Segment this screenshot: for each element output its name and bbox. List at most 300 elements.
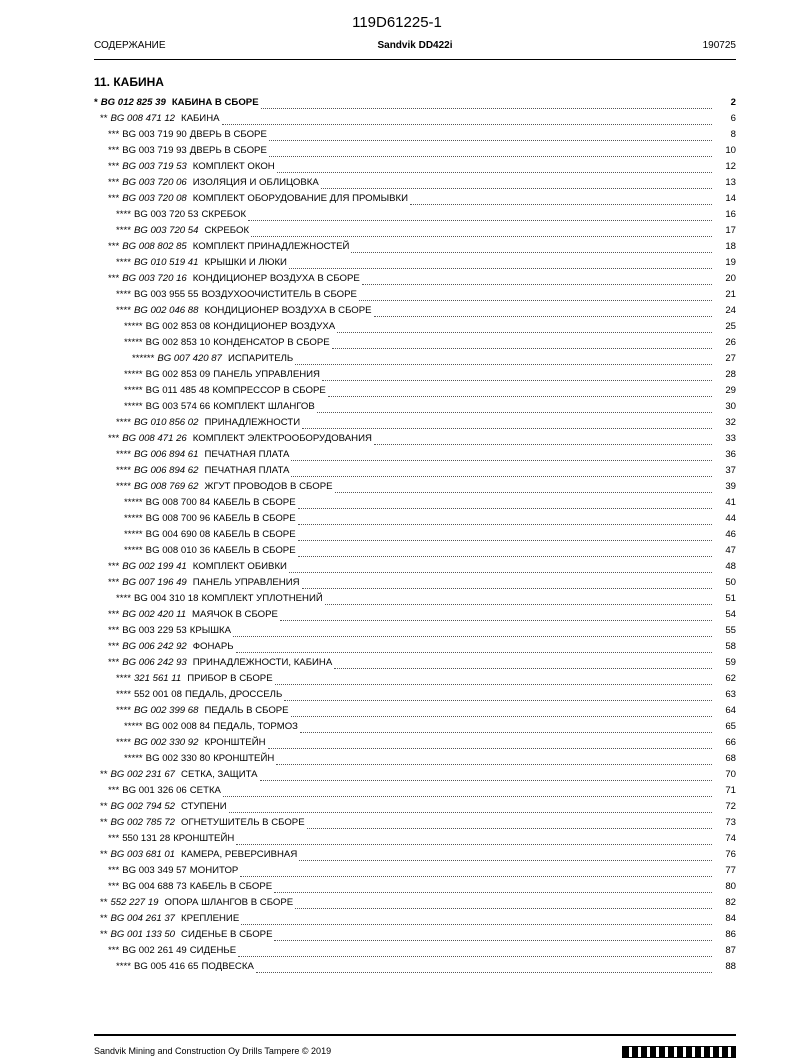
toc-level-marker: ***: [108, 273, 120, 284]
toc-level-marker: *****: [124, 753, 143, 764]
sandvik-logo-icon: [622, 1046, 736, 1058]
toc-dot-leader: [277, 172, 712, 173]
toc-level-marker: *****: [124, 529, 143, 540]
toc-level-marker: **: [100, 913, 108, 924]
toc-page-number: 13: [725, 177, 736, 188]
toc-part-number: BG 003 720 53: [133, 209, 199, 220]
toc-part-number: BG 007 196 49: [122, 577, 187, 588]
toc-level-marker: ****: [116, 705, 131, 716]
toc-level-marker: **: [100, 929, 108, 940]
toc-dot-leader: [236, 652, 712, 653]
toc-entry[interactable]: [94, 497, 736, 513]
toc-dot-leader: [241, 924, 712, 925]
toc-part-number: 550 131 28: [122, 833, 171, 844]
toc-dot-leader: [274, 940, 712, 941]
toc-entry[interactable]: [94, 145, 736, 161]
toc-dot-leader: [295, 364, 712, 365]
toc-title: ПРИНАДЛЕЖНОСТИ, КАБИНА: [192, 657, 333, 668]
toc-page-number: 55: [725, 625, 736, 636]
toc-dot-leader: [275, 684, 712, 685]
toc-title: КАБИНА В СБОРЕ: [171, 97, 259, 108]
toc-level-marker: ***: [108, 641, 120, 652]
toc-title: КРОНШТЕЙН: [204, 737, 266, 748]
toc-dot-leader: [229, 812, 712, 813]
toc-page-number: 46: [725, 529, 736, 540]
toc-part-number: BG 004 690 08: [145, 529, 211, 540]
toc-title: КАБИНА: [181, 113, 220, 124]
toc-level-marker: *****: [124, 721, 143, 732]
toc-entry[interactable]: [94, 257, 736, 273]
toc-entry[interactable]: [94, 449, 736, 465]
toc-dot-leader: [328, 396, 712, 397]
toc-level-marker: **: [100, 769, 108, 780]
toc-entry[interactable]: [94, 625, 736, 641]
toc-entry[interactable]: [94, 417, 736, 433]
toc-part-number: BG 002 420 11: [122, 609, 187, 620]
toc-dot-leader: [374, 316, 712, 317]
toc-part-number: BG 003 955 55: [133, 289, 199, 300]
toc-part-number: BG 004 310 18: [133, 593, 199, 604]
toc-entry[interactable]: [94, 881, 736, 897]
toc-page-number: 8: [730, 129, 736, 140]
toc-part-number: BG 003 719 93: [122, 145, 187, 156]
toc-page-number: 2: [730, 97, 736, 108]
toc-title: КРОНШТЕЙН: [173, 833, 235, 844]
toc-level-marker: ******: [132, 353, 155, 364]
toc-level-marker: ***: [108, 785, 120, 796]
toc-entry[interactable]: [94, 593, 736, 609]
toc-part-number: BG 002 853 08: [145, 321, 211, 332]
toc-entry[interactable]: [94, 609, 736, 625]
toc-entry[interactable]: [94, 673, 736, 689]
toc-dot-leader: [284, 700, 712, 701]
toc-level-marker: *****: [124, 497, 143, 508]
toc-page-number: 66: [725, 737, 736, 748]
toc-title: ЖГУТ ПРОВОДОВ В СБОРЕ: [204, 481, 333, 492]
toc-level-marker: ****: [116, 961, 131, 972]
toc-entry[interactable]: [94, 225, 736, 241]
toc-level-marker: **: [100, 849, 108, 860]
toc-dot-leader: [332, 348, 712, 349]
toc-dot-leader: [280, 620, 712, 621]
toc-page-number: 33: [725, 433, 736, 444]
toc-level-marker: ****: [116, 257, 131, 268]
toc-title: СИДЕНЬЕ В СБОРЕ: [181, 929, 273, 940]
toc-level-marker: ***: [108, 145, 120, 156]
toc-dot-leader: [298, 540, 712, 541]
toc-entry[interactable]: [94, 705, 736, 721]
toc-page-number: 47: [725, 545, 736, 556]
toc-entry[interactable]: [94, 353, 736, 369]
toc-part-number: BG 002 785 72: [110, 817, 176, 828]
toc-entry[interactable]: [94, 129, 736, 145]
toc-title: СЕТКА: [189, 785, 221, 796]
toc-title: ПРИНАДЛЕЖНОСТИ: [204, 417, 301, 428]
toc-page-number: 72: [725, 801, 736, 812]
toc-part-number: BG 008 700 96: [145, 513, 211, 524]
toc-dot-leader: [222, 124, 712, 125]
toc-level-marker: ****: [116, 289, 131, 300]
toc-dot-leader: [325, 604, 712, 605]
toc-entry[interactable]: [94, 945, 736, 961]
toc-part-number: BG 006 242 92: [122, 641, 187, 652]
toc-level-marker: ****: [116, 481, 131, 492]
toc-page-number: 48: [725, 561, 736, 572]
toc-entry[interactable]: [94, 753, 736, 769]
toc-title: КОМПЛЕКТ ШЛАНГОВ: [213, 401, 315, 412]
toc-dot-leader: [291, 716, 712, 717]
toc-level-marker: ***: [108, 609, 120, 620]
toc-dot-leader: [337, 332, 712, 333]
toc-level-marker: *****: [124, 321, 143, 332]
toc-dot-leader: [410, 204, 712, 205]
toc-dot-leader: [289, 572, 712, 573]
toc-page-number: 51: [725, 593, 736, 604]
toc-entry[interactable]: [94, 465, 736, 481]
toc-page-number: 16: [725, 209, 736, 220]
toc-page-number: 37: [725, 465, 736, 476]
toc-title: КОНДИЦИОНЕР ВОЗДУХА В СБОРЕ: [192, 273, 360, 284]
toc-entry[interactable]: [94, 721, 736, 737]
toc-page-number: 12: [725, 161, 736, 172]
toc-entry[interactable]: [94, 657, 736, 673]
toc-entry[interactable]: [94, 401, 736, 417]
toc-level-marker: ***: [108, 129, 120, 140]
toc-page-number: 32: [725, 417, 736, 428]
toc-dot-leader: [269, 156, 712, 157]
toc-dot-leader: [302, 588, 712, 589]
toc-dot-leader: [300, 732, 712, 733]
toc-part-number: BG 001 133 50: [110, 929, 176, 940]
header-left: СОДЕРЖАНИЕ: [94, 40, 166, 51]
toc-level-marker: ***: [108, 241, 120, 252]
toc-entry[interactable]: [94, 337, 736, 353]
toc-entry[interactable]: [94, 689, 736, 705]
toc-part-number: BG 012 825 39: [100, 97, 166, 108]
toc-part-number: BG 008 471 26: [122, 433, 187, 444]
toc-page-number: 29: [725, 385, 736, 396]
toc-dot-leader: [335, 492, 712, 493]
toc-part-number: 552 227 19: [110, 897, 159, 908]
toc-part-number: BG 004 261 37: [110, 913, 176, 924]
toc-dot-leader: [307, 828, 712, 829]
toc-page-number: 17: [725, 225, 736, 236]
toc-part-number: BG 002 330 92: [133, 737, 199, 748]
toc-entry[interactable]: [94, 545, 736, 561]
toc-level-marker: ***: [108, 657, 120, 668]
toc-dot-leader: [289, 268, 712, 269]
toc-entry[interactable]: [94, 481, 736, 497]
toc-entry[interactable]: [94, 273, 736, 289]
toc-level-marker: *****: [124, 369, 143, 380]
toc-part-number: BG 002 231 67: [110, 769, 176, 780]
toc-page-number: 14: [725, 193, 736, 204]
toc-title: КОМПЛЕКТ ОБИВКИ: [192, 561, 287, 572]
toc-dot-leader: [298, 556, 712, 557]
toc-page-number: 44: [725, 513, 736, 524]
toc-part-number: BG 008 700 84: [145, 497, 211, 508]
toc-dot-leader: [351, 252, 712, 253]
toc-dot-leader: [359, 300, 712, 301]
toc-level-marker: ***: [108, 161, 120, 172]
toc-dot-leader: [321, 188, 712, 189]
toc-entry[interactable]: [94, 193, 736, 209]
toc-page-number: 19: [725, 257, 736, 268]
toc-level-marker: ***: [108, 833, 120, 844]
toc-title: СТУПЕНИ: [181, 801, 227, 812]
toc-part-number: BG 002 046 88: [133, 305, 199, 316]
toc-title: СКРЕБОК: [204, 225, 250, 236]
toc-entry[interactable]: [94, 97, 736, 113]
toc-entry[interactable]: [94, 161, 736, 177]
toc-page-number: 25: [725, 321, 736, 332]
toc-title: ДВЕРЬ В СБОРЕ: [189, 145, 267, 156]
toc-part-number: BG 010 856 02: [133, 417, 199, 428]
toc-dot-leader: [256, 972, 712, 973]
toc-title: КОМПЛЕКТ ОКОН: [192, 161, 275, 172]
toc-part-number: BG 002 853 09: [145, 369, 211, 380]
toc-entry[interactable]: [94, 513, 736, 529]
toc-dot-leader: [298, 508, 712, 509]
toc-page-number: 54: [725, 609, 736, 620]
header-right: 190725: [702, 40, 736, 51]
toc-level-marker: **: [100, 801, 108, 812]
toc-part-number: BG 003 720 08: [122, 193, 187, 204]
toc-page-number: 6: [730, 113, 736, 124]
toc-title: ОПОРА ШЛАНГОВ В СБОРЕ: [164, 897, 294, 908]
toc-entry[interactable]: [94, 433, 736, 449]
toc-title: КАМЕРА, РЕВЕРСИВНАЯ: [181, 849, 298, 860]
toc-entry[interactable]: [94, 913, 736, 929]
toc-part-number: BG 003 681 01: [110, 849, 176, 860]
toc-entry[interactable]: [94, 929, 736, 945]
toc-part-number: BG 002 261 49: [122, 945, 187, 956]
toc-entry[interactable]: [94, 833, 736, 849]
toc-page-number: 82: [725, 897, 736, 908]
toc-dot-leader: [260, 780, 712, 781]
toc-entry[interactable]: [94, 801, 736, 817]
toc-dot-leader: [248, 220, 712, 221]
toc-dot-leader: [298, 524, 712, 525]
toc-title: ПАНЕЛЬ УПРАВЛЕНИЯ: [213, 369, 320, 380]
toc-part-number: BG 006 894 62: [133, 465, 199, 476]
section-title: 11. КАБИНА: [94, 75, 164, 89]
toc-page-number: 70: [725, 769, 736, 780]
toc-title: КОМПЛЕКТ УПЛОТНЕНИЙ: [201, 593, 323, 604]
toc-title: КАБЕЛЬ В СБОРЕ: [213, 513, 296, 524]
toc-part-number: BG 007 420 87: [157, 353, 222, 364]
toc-dot-leader: [276, 764, 712, 765]
toc-dot-leader: [251, 236, 712, 237]
toc-dot-leader: [374, 444, 712, 445]
toc-level-marker: ****: [116, 417, 131, 428]
toc-title: ВОЗДУХООЧИСТИТЕЛЬ В СБОРЕ: [201, 289, 357, 300]
toc-level-marker: ***: [108, 625, 120, 636]
toc-level-marker: **: [100, 897, 108, 908]
toc-title: ФОНАРЬ: [192, 641, 234, 652]
toc-level-marker: ***: [108, 865, 120, 876]
toc-page-number: 26: [725, 337, 736, 348]
toc-dot-leader: [362, 284, 712, 285]
toc-entry[interactable]: [94, 865, 736, 881]
toc-page-number: 63: [725, 689, 736, 700]
toc-dot-leader: [268, 748, 712, 749]
toc-entry[interactable]: [94, 385, 736, 401]
toc-entry[interactable]: [94, 769, 736, 785]
toc-level-marker: *****: [124, 545, 143, 556]
toc-part-number: BG 003 229 53: [122, 625, 187, 636]
toc-entry[interactable]: [94, 529, 736, 545]
toc-entry[interactable]: [94, 897, 736, 913]
toc-level-marker: *: [94, 97, 98, 108]
toc-page-number: 68: [725, 753, 736, 764]
toc-entry[interactable]: [94, 209, 736, 225]
toc-page-number: 18: [725, 241, 736, 252]
toc-title: КРОНШТЕЙН: [213, 753, 275, 764]
toc-title: КРЫШКА: [189, 625, 232, 636]
toc-page-number: 74: [725, 833, 736, 844]
toc-part-number: BG 008 471 12: [110, 113, 176, 124]
toc-level-marker: ***: [108, 881, 120, 892]
toc-level-marker: ***: [108, 561, 120, 572]
toc-dot-leader: [236, 844, 712, 845]
toc-page-number: 88: [725, 961, 736, 972]
toc-dot-leader: [269, 140, 712, 141]
toc-entry[interactable]: [94, 641, 736, 657]
toc-level-marker: **: [100, 817, 108, 828]
toc-part-number: BG 008 769 62: [133, 481, 199, 492]
toc-part-number: BG 002 399 68: [133, 705, 199, 716]
toc-level-marker: *****: [124, 401, 143, 412]
toc-level-marker: ***: [108, 193, 120, 204]
toc-page-number: 65: [725, 721, 736, 732]
toc-title: КАБЕЛЬ В СБОРЕ: [213, 529, 296, 540]
toc-dot-leader: [240, 876, 712, 877]
toc-level-marker: *****: [124, 337, 143, 348]
toc-title: СИДЕНЬЕ: [189, 945, 237, 956]
toc-level-marker: ****: [116, 465, 131, 476]
toc-title: ПОДВЕСКА: [201, 961, 254, 972]
toc-entry[interactable]: [94, 561, 736, 577]
toc-level-marker: ****: [116, 737, 131, 748]
toc-page-number: 58: [725, 641, 736, 652]
table-of-contents: [94, 97, 736, 977]
toc-level-marker: ***: [108, 945, 120, 956]
toc-title: ПЕЧАТНАЯ ПЛАТА: [204, 465, 290, 476]
toc-page-number: 64: [725, 705, 736, 716]
toc-dot-leader: [291, 460, 712, 461]
toc-part-number: BG 004 688 73: [122, 881, 187, 892]
toc-title: ПЕЧАТНАЯ ПЛАТА: [204, 449, 290, 460]
toc-part-number: BG 002 794 52: [110, 801, 176, 812]
toc-part-number: BG 002 853 10: [145, 337, 211, 348]
toc-entry[interactable]: [94, 577, 736, 593]
toc-title: КОМПЛЕКТ ОБОРУДОВАНИЕ ДЛЯ ПРОМЫВКИ: [192, 193, 408, 204]
page-header: [94, 40, 736, 56]
toc-level-marker: ****: [116, 305, 131, 316]
toc-entry[interactable]: [94, 241, 736, 257]
toc-entry[interactable]: [94, 849, 736, 865]
toc-title: КРЕПЛЕНИЕ: [181, 913, 240, 924]
toc-part-number: BG 011 485 48: [145, 385, 210, 396]
toc-dot-leader: [322, 380, 712, 381]
toc-part-number: BG 008 010 36: [145, 545, 211, 556]
toc-title: СЕТКА, ЗАЩИТА: [181, 769, 258, 780]
toc-part-number: BG 002 008 84: [145, 721, 211, 732]
toc-dot-leader: [223, 796, 712, 797]
toc-entry[interactable]: [94, 289, 736, 305]
toc-part-number: BG 006 242 93: [122, 657, 187, 668]
toc-dot-leader: [238, 956, 712, 957]
toc-title: МОНИТОР: [189, 865, 239, 876]
toc-title: КОМПЛЕКТ ПРИНАДЛЕЖНОСТЕЙ: [192, 241, 350, 252]
toc-page-number: 24: [725, 305, 736, 316]
toc-part-number: BG 003 719 53: [122, 161, 187, 172]
toc-part-number: BG 003 349 57: [122, 865, 187, 876]
document-number: 119D61225-1: [352, 14, 442, 31]
toc-dot-leader: [334, 668, 712, 669]
toc-page-number: 21: [725, 289, 736, 300]
toc-level-marker: ****: [116, 673, 131, 684]
toc-entry[interactable]: [94, 113, 736, 129]
toc-entry[interactable]: [94, 961, 736, 977]
toc-level-marker: ***: [108, 577, 120, 588]
toc-dot-leader: [317, 412, 712, 413]
toc-part-number: BG 010 519 41: [133, 257, 199, 268]
toc-page-number: 86: [725, 929, 736, 940]
toc-part-number: BG 003 719 90: [122, 129, 187, 140]
toc-title: МАЯЧОК В СБОРЕ: [192, 609, 278, 620]
toc-title: КОНДИЦИОНЕР ВОЗДУХА В СБОРЕ: [204, 305, 372, 316]
toc-page-number: 76: [725, 849, 736, 860]
toc-title: КОНДИЦИОНЕР ВОЗДУХА: [213, 321, 336, 332]
toc-page-number: 84: [725, 913, 736, 924]
toc-title: ПЕДАЛЬ, ТОРМОЗ: [213, 721, 298, 732]
toc-entry[interactable]: [94, 305, 736, 321]
toc-title: ДВЕРЬ В СБОРЕ: [189, 129, 267, 140]
toc-title: ПРИБОР В СБОРЕ: [187, 673, 273, 684]
toc-entry[interactable]: [94, 785, 736, 801]
toc-part-number: 321 561 11: [133, 673, 182, 684]
toc-title: КОНДЕНСАТОР В СБОРЕ: [213, 337, 330, 348]
toc-title: ПЕДАЛЬ, ДРОССЕЛЬ: [184, 689, 283, 700]
toc-entry[interactable]: [94, 321, 736, 337]
toc-dot-leader: [274, 892, 712, 893]
footer-rule: [94, 1034, 736, 1036]
toc-level-marker: *****: [124, 513, 143, 524]
toc-level-marker: ****: [116, 449, 131, 460]
toc-entry[interactable]: [94, 369, 736, 385]
footer-text: Sandvik Mining and Construction Oy Drills Tampere © 2019: [94, 1046, 332, 1056]
toc-title: КРЫШКИ И ЛЮКИ: [204, 257, 287, 268]
toc-title: КОМПРЕССОР В СБОРЕ: [212, 385, 326, 396]
toc-entry[interactable]: [94, 177, 736, 193]
toc-page-number: 77: [725, 865, 736, 876]
toc-part-number: BG 006 894 61: [133, 449, 199, 460]
toc-title: ПАНЕЛЬ УПРАВЛЕНИЯ: [192, 577, 300, 588]
toc-entry[interactable]: [94, 817, 736, 833]
toc-level-marker: *****: [124, 385, 143, 396]
toc-level-marker: ****: [116, 689, 131, 700]
toc-page-number: 27: [725, 353, 736, 364]
toc-page-number: 73: [725, 817, 736, 828]
toc-dot-leader: [295, 908, 712, 909]
toc-entry[interactable]: [94, 737, 736, 753]
toc-page-number: 50: [725, 577, 736, 588]
toc-page-number: 20: [725, 273, 736, 284]
toc-level-marker: ****: [116, 225, 131, 236]
toc-title: ОГНЕТУШИТЕЛЬ В СБОРЕ: [181, 817, 305, 828]
